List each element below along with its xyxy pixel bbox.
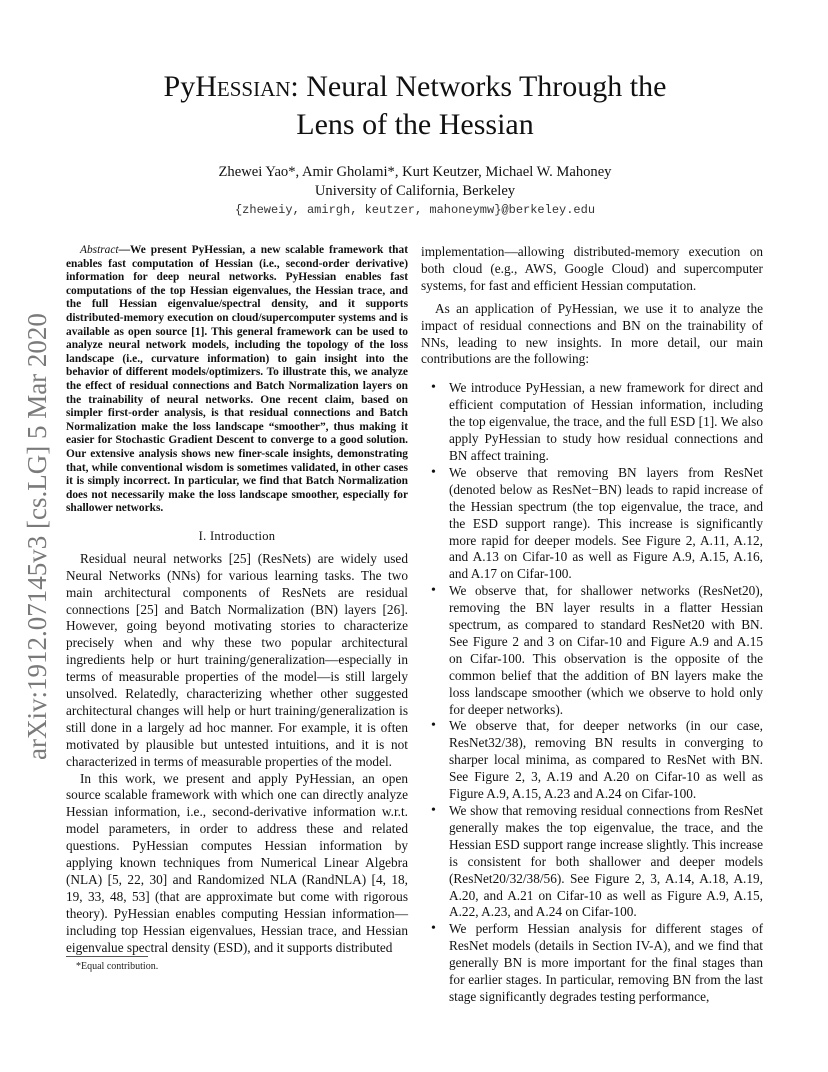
arxiv-identifier: arXiv:1912.07145v3 [cs.LG] 5 Mar 2020 xyxy=(22,313,52,760)
authors: Zhewei Yao*, Amir Gholami*, Kurt Keutzer, Michael W. Mahoney xyxy=(218,164,612,180)
title-py: Py xyxy=(163,70,196,103)
title-hessian: Hessian xyxy=(195,70,291,103)
right-column xyxy=(421,244,763,1006)
paper-title xyxy=(100,68,730,144)
right-paragraph-2: As an application of PyHessian, we use it to analyze the impact of residual connections and BN on the trainability of NNs, leading to new insights. In more detail, our main contributions are the following: xyxy=(421,300,763,367)
abstract-text: —We present PyHessian, a new scalable framework that enables fast computation of Hessian (i.e., second-order derivative) information for deep neural networks. PyHessian enables fast computations of the top Hessian eigenvalues, the Hessian trace, and the full Hessian eigenvalue/spectral density, and it supports distributed-memory execution on cloud/supercomputer systems and is available as open source [1]. This general framework can be used to analyze neural network models, including the topology of the loss landscape (i.e., curvature information) to gain insight into the behavior of different models/optimizers. To illustrate this, we analyze the effect of residual connections and Batch Normalization layers on the trainability of neural networks. One recent claim, based on simpler first-order analysis, is that residual connections and Batch Normalization make the loss landscape “smoother”, thus making it easier for Stochastic Gradient Descent to converge to a good solution. Our extensive analysis shows new finer-scale insights, demonstrating that, while conventional wisdom is sometimes validated, in other cases it is simply incorrect. In particular, we find that Batch Normalization does not necessarily make the loss landscape smoother, especially for shallower networks. xyxy=(66,244,408,515)
abstract xyxy=(66,244,408,516)
section-heading-introduction: I. Introduction xyxy=(198,528,276,543)
list-item: • We observe that, for deeper networks (in our case, ResNet32/38), removing BN results in converging to sharper local minima, as compared to ResNet with BN. See Figure 2, 3, A.19 and A.20 on Cifar-10 as well as Figure A.9, A.15, A.23 and A.24 on Cifar-100. xyxy=(449,718,763,803)
right-paragraph-1: implementation—allowing distributed-memory execution on both cloud (e.g., AWS, Google Cloud) and supercomputer systems, for fast and efficient Hessian computation. xyxy=(421,244,763,293)
affiliation: University of California, Berkeley xyxy=(314,183,516,199)
list-item: • We perform Hessian analysis for different stages of ResNet models (details in Section IV-A), and we find that generally BN is more important for the final stages than for earlier stages. In particular, removing BN from the last stage significantly degrades testing performance, xyxy=(449,921,763,1006)
contribution-list xyxy=(421,380,763,1006)
list-item: • We introduce PyHessian, a new framework for direct and efficient computation of Hessian information, including the top eigenvalue, the trace, and the full ESD [1]. We also apply PyHessian to study how residual connections and BN affect training. xyxy=(449,380,763,465)
left-column xyxy=(66,244,408,957)
footnote-rule xyxy=(66,956,148,957)
intro-paragraph-2: In this work, we present and apply PyHessian, an open source scalable framework with which one can directly analyze Hessian information, i.e., second-derivative information w.r.t. model parameters, in order to address these and related questions. PyHessian computes Hessian information by applying known techniques from Numerical Linear Algebra (NLA) [5, 22, 30] and Randomized NLA (RandNLA) [4, 18, 19, 33, 48, 53] (that are approximate but come with rigorous theory). PyHessian enables computing Hessian information—including top Hessian eigenvalues, Hessian trace, and Hessian eigenvalue spectral density (ESD), and it supports distributed xyxy=(66,770,408,955)
emails: {zheweiy, amirgh, keutzer, mahoneymw}@berkeley.edu xyxy=(234,203,596,217)
intro-paragraph-1: Residual neural networks [25] (ResNets) are widely used Neural Networks (NNs) for various learning tasks. The two main architectural components of ResNets are residual connections [25] and Batch Normalization (BN) layers [26]. However, going beyond motivating stories to characterize precisely when and why these two popular architectural ingredients help or hurt training/generalization—especially in terms of measurable properties of the model—is still largely unsolved. Relatedly, characterizing whether other suggested architectural changes will help or hurt training/generalization is still done in a largely ad hoc manner. For example, it is often motivated by plausible but untested intuitions, and it is not characterized in terms of measurable properties of the model. xyxy=(66,550,408,769)
list-item: • We observe that removing BN layers from ResNet (denoted below as ResNet−BN) leads to rapid increase of the Hessian spectrum (the top eigenvalue, the trace, and the ESD support range). This increase is significantly more rapid for deeper models. See Figure 2, A.11, A.12, and A.13 on Cifar-10 as well as Figure A.9, A.15, A.16, and A.17 on Cifar-100. xyxy=(449,465,763,583)
list-item: • We observe that, for shallower networks (ResNet20), removing the BN layer results in a flatter Hessian spectrum, as compared to standard ResNet20 with BN. See Figure 2 and 3 on Cifar-10 and Figure A.9 and A.15 on Cifar-100. This observation is the opposite of the common belief that the addition of BN layers make the loss landscape smoother (which we observe to hold only for deeper networks). xyxy=(449,583,763,718)
title-rest: : Neural Networks Through the xyxy=(290,70,667,103)
abstract-label: Abstract xyxy=(80,244,119,256)
footnote: *Equal contribution. xyxy=(76,961,159,972)
author-block xyxy=(100,163,730,201)
title-line-2: Lens of the Hessian xyxy=(296,108,534,141)
list-item: • We show that removing residual connections from ResNet generally makes the top eigenvalue, the trace, and the Hessian ESD support range increase slightly. This increase is consistent for both shallower and deeper models (ResNet20/32/38/56). See Figure 2, 3, A.14, A.18, A.19, A.20, and A.21 on Cifar-10 as well as Figure A.9, A.15, A.22, A.23, and A.24 on Cifar-100. xyxy=(449,803,763,921)
